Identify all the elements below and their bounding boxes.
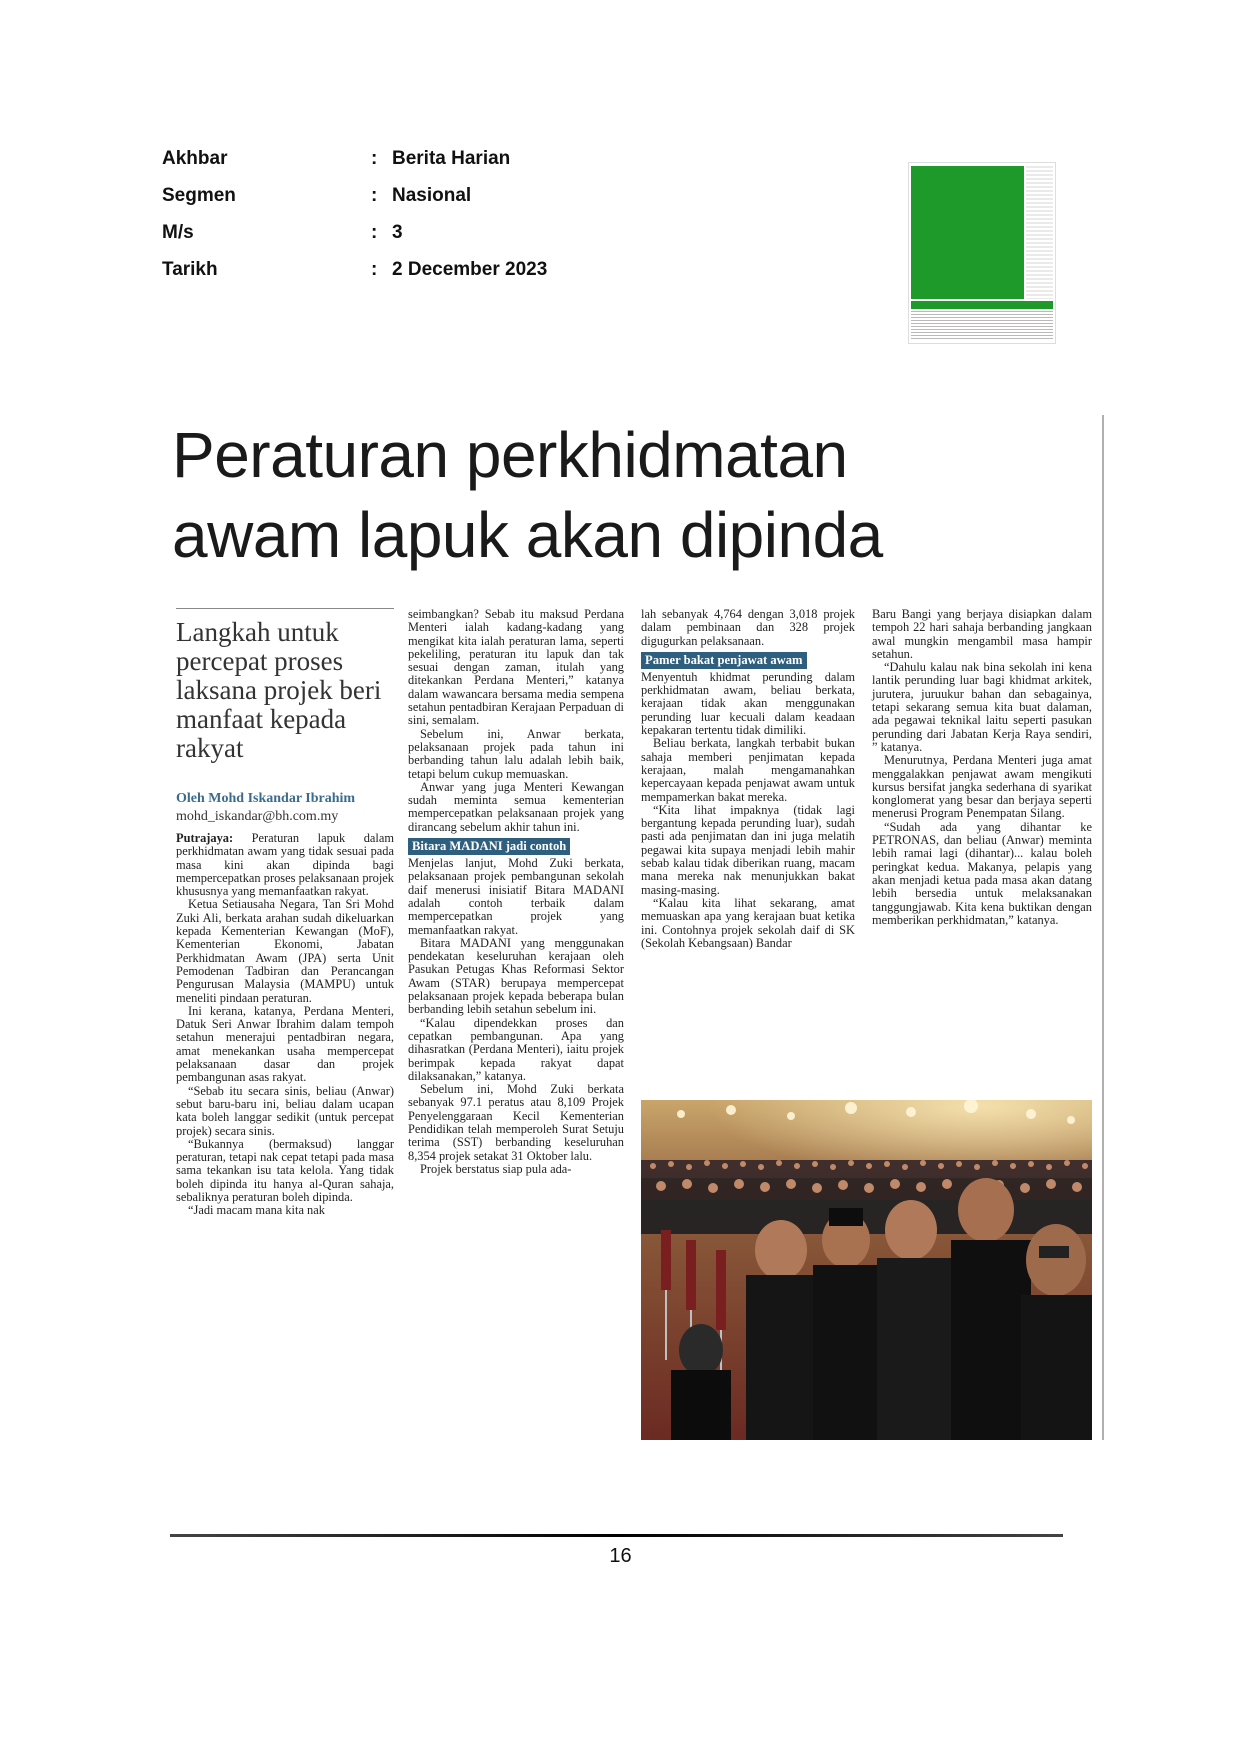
paragraph: “Kalau dipendekkan proses dan cepatkan pembangunan. Apa yang dihasratkan (Perdana Menteri), iaitu projek berimpak kepada rakyat dapat dilaksanakan,” katanya. [408,1015,624,1083]
crowd-photo [641,1100,1092,1440]
paragraph: Menyentuh khidmat perunding dalam perkhidmatan awam, beliau berkata, kerajaan tidak akan menggunakan perunding luar kecuali dalam keadaan kepakaran tertentu tidak dimiliki. [641,669,855,738]
meta-label: Akhbar [162,148,228,169]
crowd-rows [641,1160,1092,1234]
subhead-bitara-madani: Bitara MADANI jadi contoh [408,838,570,855]
byline-name: Oleh Mohd Iskandar Ibrahim [176,791,356,806]
article-column-1 [176,832,394,1218]
paragraph: seimbangkan? Sebab itu maksud Perdana Menteri ialah kadang-kadang yang mengikat kita ialah peraturan lama, seperti pekeliling, peraturan itu lapuk dan tak sesuai dengan zaman, itulah yang ditekankan Perdana Menteri,” katanya dalam wawancara bersama media sempena setahun pentadbiran Kerajaan Perpaduan di sini, semalam. [408,607,624,728]
paragraph: Sebelum ini, Anwar berkata, pelaksanaan projek pada tahun ini berbanding tahun lalu adalah lebih baik, tetapi belum cukup memuaskan. [408,726,624,781]
article-column-2 [408,608,624,1176]
dateline-place: Putrajaya: [176,831,234,845]
paragraph: “Kalau kita lihat sekarang, amat memuaskan apa yang kerajaan buat ketika ini. Contohnya projek sekolah daif di SK (Sekolah Kebangsaan) Bandar [641,895,855,950]
meta-value: 3 [392,222,403,243]
thumbnail-highlight [911,166,1024,299]
meta-label: Segmen [162,185,236,206]
paragraph: “Dahulu kalau nak bina sekolah ini kena lantik perunding luar bagi khidmat arkitek, jurutera, juruukur bahan dan sebagainya, tetapi sekarang semua kita buat dalaman, ada pegawai teknikal laitu seperti pasukan perunding dari Jabatan Kerja Raya sendiri, ” katanya. [872,660,1092,754]
paragraph: “Bukannya (bermaksud) langgar peraturan, tetapi nak cepat tetapi pada masa sama tekankan isu tata kelola. Yang tidak boleh dipinda itu hanya al-Quran sahaja, sebaliknya peraturan boleh dipinda. [176,1136,394,1205]
paragraph: Ini kerana, katanya, Perdana Menteri, Datuk Seri Anwar Ibrahim dalam tempoh setahun menerajui pentadbiran negara, amat menekankan usaha mempercepat pelaksanaan dasar dan projek pembangunan asas rakyat. [176,1003,394,1085]
thumbnail-side-text [1026,166,1053,299]
newspaper-clipping [162,415,1104,1440]
paragraph: Anwar yang juga Menteri Kewangan sudah meminta semua kementerian mempercepatkan pelaksanaan projek yang dirancang sebelum akhir tahun ini. [408,779,624,834]
paragraph: Ketua Setiausaha Negara, Tan Sri Mohd Zuki Ali, berkata arahan sudah dikeluarkan kepada Kementerian Kewangan (MoF), Kementerian Ekonomi, Jabatan Perkhidmatan Awam (JPA) serta Unit Pemodenan Tadbiran dan Perancangan Pengurusan Malaysia (MAMPU) untuk meneliti pindaan peraturan. [176,897,394,1005]
byline [176,790,394,826]
meta-colon: : [371,148,378,169]
meta-colon: : [371,222,378,243]
paragraph: Beliau berkata, langkah terbabit bukan sahaja memberi penjimatan kepada kerajaan, malah mengamanahkan kepercayaan kepada penjawat awam untuk mempamerkan bakat mereka. [641,736,855,804]
paragraph-text: Peraturan lapuk dalam perkhidmatan awam yang tidak sesuai pada masa kini akan dipinda bagi mempercepatkan proses pelaksanaan projek khususnya yang memanfaatkan rakyat. [176,831,394,899]
article-column-3 [641,608,855,950]
page-number: 16 [609,1545,632,1567]
meta-colon: : [371,259,378,280]
meta-colon: : [371,185,378,206]
paragraph: Projek berstatus siap pula ada- [420,1161,572,1176]
paragraph: “Sebab itu secara sinis, beliau (Anwar) sebut baru-baru ini, beliau dalam ucapan kata boleh langgar sedikit (untuk percepat projek) secara sinis. [176,1083,394,1138]
footer-rule [170,1534,1063,1537]
paragraph: “Jadi macam mana kita nak [188,1203,325,1218]
paragraph: Bitara MADANI yang menggunakan pendekatan keseluruhan kerajaan oleh Pasukan Petugas Khas Reformasi Sektor Awam (STAR) berupaya mempercepat pelaksanaan projek kepada beberapa bulan berbanding lebih setahun sebelum ini. [408,935,624,1017]
paragraph: Menjelas lanjut, Mohd Zuki berkata, pelaksanaan projek pembangunan sekolah daif menerusi inisiatif Bitara MADANI adalah contoh terbaik dalam mempercepatkan projek yang memanfaatkan rakyat. [408,856,624,937]
headline [172,415,883,575]
page-thumbnail [908,162,1056,344]
paragraph: Sebelum ini, Mohd Zuki berkata sebanyak 97.1 peratus atau 8,109 Projek Penyelenggaraan Kecil Kementerian Pendidikan telah memperoleh Surat Setuju terima (SST) berbanding keseluruhan 8,354 projek setakat 31 Oktober lalu. [408,1082,624,1163]
article-photo [641,1100,1092,1440]
meta-value: Berita Harian [392,148,511,169]
thumbnail-text-lines [911,311,1053,341]
deck-divider [176,608,394,609]
meta-value: Nasional [392,185,472,206]
subhead-pamer-bakat: Pamer bakat penjawat awam [641,652,807,669]
paragraph: “Kita lihat impaknya (tidak lagi bergantung kepada perunding luar), sudah pasti ada penjimatan dan ini juga melatih pegawai kita supaya menjadi lebih mahir sebab kalau tidak diberikan ruang, macam mana mereka nak menunjukkan bakat masing-masing. [641,802,855,897]
meta-label: Tarikh [162,259,218,280]
paragraph: lah sebanyak 4,764 dengan 3,018 projek dalam pembinaan dan 328 projek digugurkan pelaksanaan. [641,607,855,648]
article-column-4 [872,608,1092,927]
meta-value: 2 December 2023 [392,259,548,280]
paragraph: Baru Bangi yang berjaya disiapkan dalam tempoh 22 hari sahaja berbanding jangkaan awal mungkin mengambil masa hampir setahun. [872,607,1092,661]
paragraph: Menurutnya, Perdana Menteri juga amat menggalakkan penjawat awam mengikuti kursus bersifat jangka sederhana di syarikat konglomerat yang besar dan berjaya seperti menerusi Program Penempatan Silang. [872,753,1092,821]
deck: Langkah untuk percepat proses laksana projek beri manfaat kepada rakyat [176,617,382,763]
headline-line-1: Peraturan perkhidmatan [172,419,848,491]
meta-label: M/s [162,222,194,243]
headline-line-2: awam lapuk akan dipinda [172,499,883,571]
byline-email: mohd_iskandar@bh.com.my [176,809,339,824]
thumbnail-caption-strip [911,301,1053,309]
paragraph: “Sudah ada yang dihantar ke PETRONAS, dan beliau (Anwar) meminta lebih ramai lagi (dihantar)... kalau boleh peringkat kedua. Makanya, pelapis yang akan menjadi ketua pada masa akan datang lebih bersedia untuk melaksanakan tanggungjawab. Kita kena buktikan dengan memberikan perkhidmatan,” katanya. [872,819,1092,927]
paragraph [176,832,394,898]
